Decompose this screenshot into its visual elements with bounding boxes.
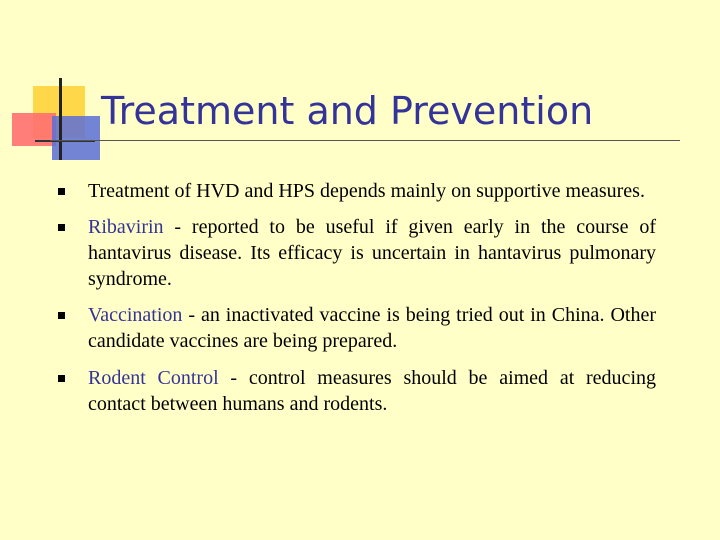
logo-vertical-line [59,78,62,160]
bullet-text: - an inactivated vaccine is being tried out in China. Other candidate vaccines are being prepared. [88,304,656,352]
bullet-item [56,178,656,204]
bullet-term: Ribavirin [88,216,164,238]
bullet-term: Rodent Control [88,367,219,389]
bullet-text: Treatment of HVD and HPS depends mainly on supportive measures. [88,180,645,202]
bullet-text: - reported to be useful if given early in the course of hantavirus disease. Its efficacy is uncertain in hantavirus pulmonary syndrome. [88,216,656,290]
bullet-item [56,302,656,354]
slide-title: Treatment and Prevention [101,89,594,133]
bullet-term: Vaccination [88,304,183,326]
bullet-item [56,365,656,417]
bullet-marker-icon [58,312,65,319]
bullet-text: - control measures should be aimed at reducing contact between humans and rodents. [88,367,656,415]
bullet-list [56,178,656,417]
bullet-marker-icon [58,188,65,195]
bullet-marker-icon [58,375,65,382]
bullet-marker-icon [58,224,65,231]
bullet-item [56,214,656,292]
title-underline [50,140,680,141]
